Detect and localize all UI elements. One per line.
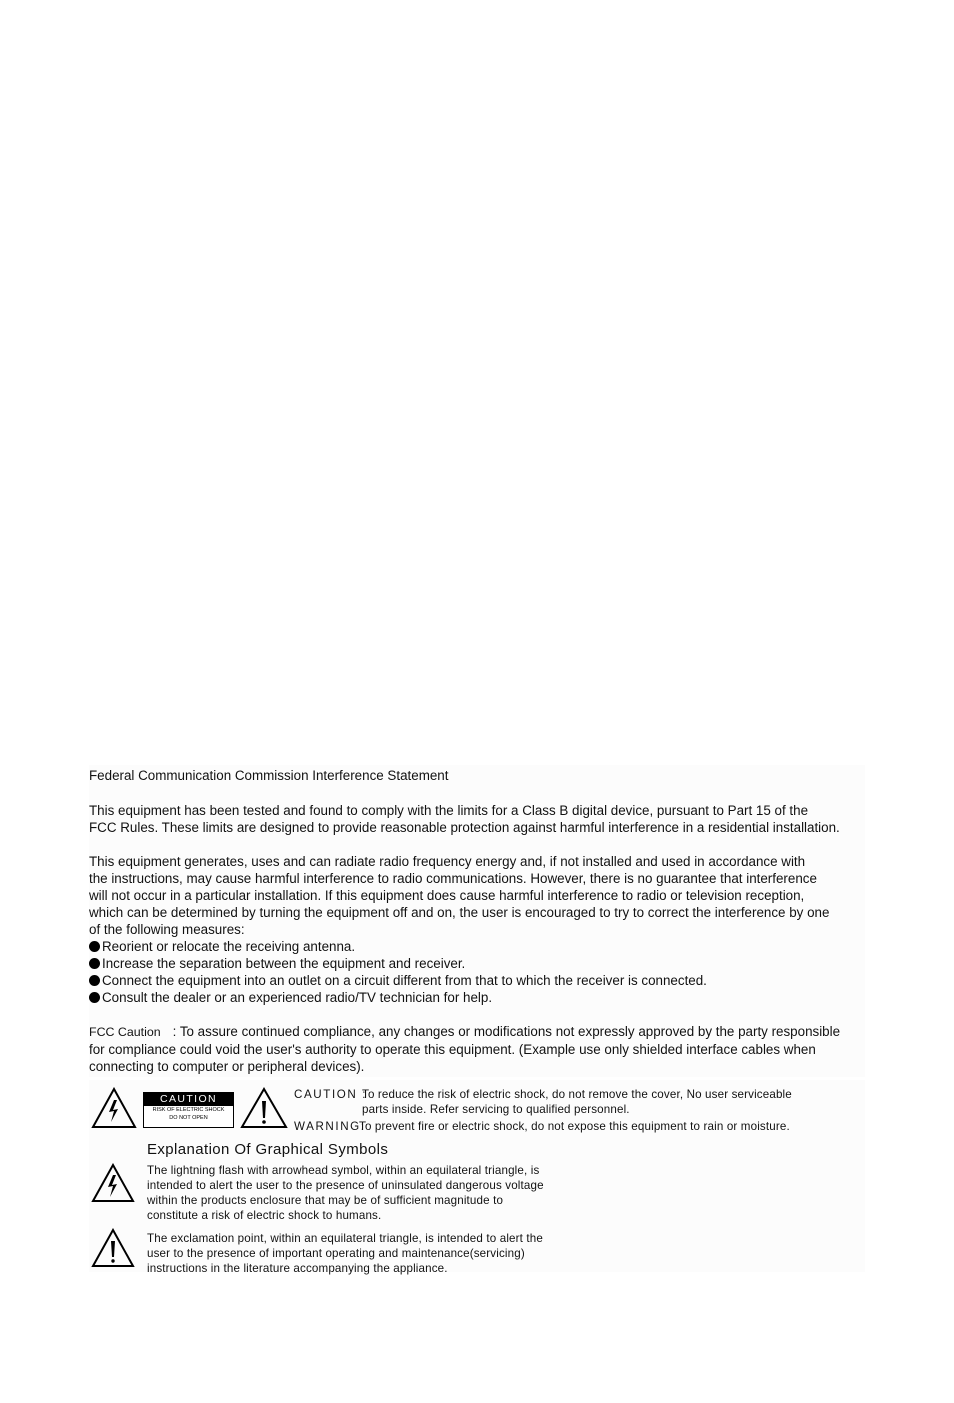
lightning-description-line: intended to alert the user to the presence of uninsulated dangerous voltage (147, 1179, 544, 1192)
lightning-description-line: The lightning flash with arrowhead symbol, within an equilateral triangle, is (147, 1164, 540, 1177)
measure-item: Connect the equipment into an outlet on a circuit different from that to which the receiver is connected. (89, 972, 879, 989)
warning-text: To prevent fire or electric shock, do not expose this equipment to rain or moisture. (359, 1120, 790, 1133)
lightning-description-line: within the products enclosure that may be of sufficient magnitude to (147, 1194, 504, 1207)
exclamation-triangle-icon (240, 1087, 288, 1129)
fcc-caution-line: for compliance could void the user's authority to operate this equipment. (Example use only shielded interface cables when (89, 1042, 816, 1057)
lightning-description (147, 1163, 544, 1223)
fcc-paragraph-2-line: the instructions, may cause harmful interference to radio communications. However, there is no guarantee that interference (89, 871, 817, 886)
fcc-caution (89, 1023, 879, 1075)
fcc-paragraph-2-line: of the following measures: (89, 922, 245, 937)
fcc-caution-line: FCC Caution : To assure continued compliance, any changes or modifications not expressly approved by the party responsible (89, 1024, 841, 1039)
bullet-dot-icon (89, 958, 100, 969)
caution-text-continued: parts inside. Refer servicing to qualified personnel. (362, 1103, 630, 1116)
lightning-triangle-icon (91, 1163, 135, 1203)
caution-label-box (143, 1092, 234, 1128)
fcc-paragraph-1-line: This equipment has been tested and found to comply with the limits for a Class B digital device, pursuant to Part 15 of the (89, 803, 809, 818)
measure-item: Reorient or relocate the receiving antenna. (89, 938, 879, 955)
explanation-title: Explanation Of Graphical Symbols (147, 1141, 389, 1158)
fcc-paragraph-2-line: This equipment generates, uses and can radiate radio frequency energy and, if not installed and used in accordance with (89, 854, 806, 869)
caution-box-line: RISK OF ELECTRIC SHOCK (152, 1107, 225, 1113)
exclamation-description-line: user to the presence of important operating and maintenance(servicing) (147, 1247, 525, 1260)
fcc-paragraph-2-line: will not occur in a particular installation. If this equipment does cause harmful interference to radio or television reception, (89, 888, 805, 903)
caution-box-title: CAUTION (144, 1093, 233, 1106)
lightning-description-line: constitute a risk of electric shock to humans. (147, 1209, 382, 1222)
exclamation-description-line: The exclamation point, within an equilateral triangle, is intended to alert the (147, 1232, 543, 1245)
fcc-title: Federal Communication Commission Interference Statement (89, 768, 449, 783)
exclamation-description (147, 1231, 543, 1276)
warning-label: WARNING: (294, 1120, 366, 1133)
caution-text: To reduce the risk of electric shock, do not remove the cover, No user serviceable (362, 1088, 792, 1101)
exclamation-triangle-icon (91, 1228, 135, 1268)
bullet-dot-icon (89, 941, 100, 952)
fcc-paragraph-1 (89, 802, 879, 836)
fcc-caution-line: connecting to computer or peripheral devices). (89, 1059, 365, 1074)
measure-item: Consult the dealer or an experienced radio/TV technician for help. (89, 989, 879, 1006)
bullet-dot-icon (89, 975, 100, 986)
exclamation-description-line: instructions in the literature accompanying the appliance. (147, 1262, 448, 1275)
caution-label: CAUTION : (294, 1088, 368, 1101)
lightning-triangle-icon (91, 1087, 137, 1129)
fcc-paragraph-1-line: FCC Rules. These limits are designed to provide reasonable protection against harmful interference in a residential installation. (89, 820, 840, 835)
measure-item: Increase the separation between the equipment and receiver. (89, 955, 879, 972)
caution-box-line: DO NOT OPEN (169, 1115, 208, 1121)
fcc-paragraph-2-line: which can be determined by turning the equipment off and on, the user is encouraged to try to correct the interference by one (89, 905, 830, 920)
fcc-caution-label: FCC Caution (89, 1025, 161, 1039)
fcc-paragraph-2 (89, 853, 879, 1006)
bullet-dot-icon (89, 992, 100, 1003)
